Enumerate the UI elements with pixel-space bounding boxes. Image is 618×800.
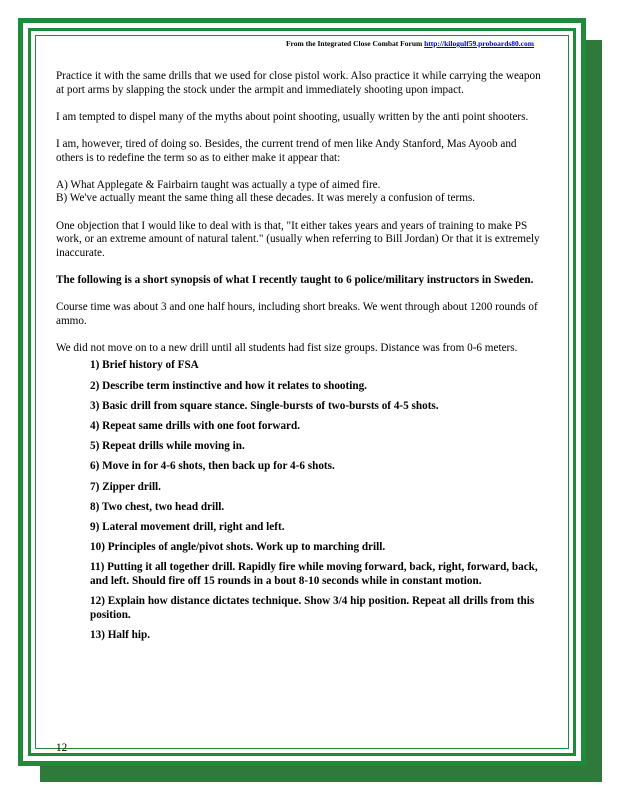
forum-header xyxy=(286,39,534,48)
page-number: 12 xyxy=(56,742,68,754)
list-item: 11) Putting it all together drill. Rapidly fire while moving forward, back, right, forward, back, and left. Should fire off 15 rounds in a bout 8-10 seconds while in constant motion. xyxy=(90,561,538,587)
header-text: From the Integrated Close Combat Forum xyxy=(285,39,425,48)
list-item: 10) Principles of angle/pivot shots. Work up to marching drill. xyxy=(90,541,386,554)
list-item: 1) Brief history of FSA xyxy=(90,359,199,372)
list-item: 9) Lateral movement drill, right and left. xyxy=(90,520,285,533)
list-item: 8) Two chest, two head drill. xyxy=(90,500,225,513)
paragraph-course-time: Course time was about 3 and one half hours, including short breaks. We went through about 1200 rounds of ammo. xyxy=(56,301,538,327)
list-item: 12) Explain how distance dictates technique. Show 3/4 hip position. Repeat all drills from this position. xyxy=(90,595,535,621)
option-a: A) What Applegate & Fairbairn taught was actually a type of aimed fire. xyxy=(56,178,381,191)
paragraph-options xyxy=(56,179,542,206)
paragraph-synopsis-heading: The following is a short synopsis of what I recently taught to 6 police/military instructors in Sweden. xyxy=(56,273,534,286)
paragraph-myths: I am tempted to dispel many of the myths about point shooting, usually written by the anti point shooters. xyxy=(56,110,529,123)
option-b: B) We've actually meant the same thing all these decades. It was merely a confusion of terms. xyxy=(56,192,476,205)
drill-list xyxy=(56,359,542,642)
paragraph-groups: We did not move on to a new drill until all students had fist size groups. Distance was from 0-6 meters. xyxy=(56,341,518,354)
list-item: 3) Basic drill from square stance. Single-bursts of two-bursts of 4-5 shots. xyxy=(90,399,439,412)
list-item: 6) Move in for 4-6 shots, then back up for 4-6 shots. xyxy=(90,460,335,473)
paragraph-practice: Practice it with the same drills that we used for close pistol work. Also practice it while carrying the weapon at port arms by slapping the stock under the armpit and immediately shooting upon impact. xyxy=(56,70,541,96)
page-content xyxy=(56,70,542,649)
list-item: 7) Zipper drill. xyxy=(90,480,161,493)
list-item: 4) Repeat same drills with one foot forward. xyxy=(90,420,301,433)
forum-link[interactable]: http://kilogulf59.proboards80.com xyxy=(424,39,534,48)
paragraph-redefine: I am, however, tired of doing so. Besides, the current trend of men like Andy Stanford, Mas Ayoob and others is to redefine the term so as to either make it appear that: xyxy=(56,137,517,164)
paragraph-objection: One objection that I would like to deal with is that, "It either takes years and years of training to make PS work, or an extreme amount of natural talent." (usually when referring to Bill Jordan) Or that it is extremely inaccurate. xyxy=(56,219,540,259)
list-item: 2) Describe term instinctive and how it relates to shooting. xyxy=(90,379,367,392)
list-item: 13) Half hip. xyxy=(90,628,150,641)
list-item: 5) Repeat drills while moving in. xyxy=(90,440,245,453)
